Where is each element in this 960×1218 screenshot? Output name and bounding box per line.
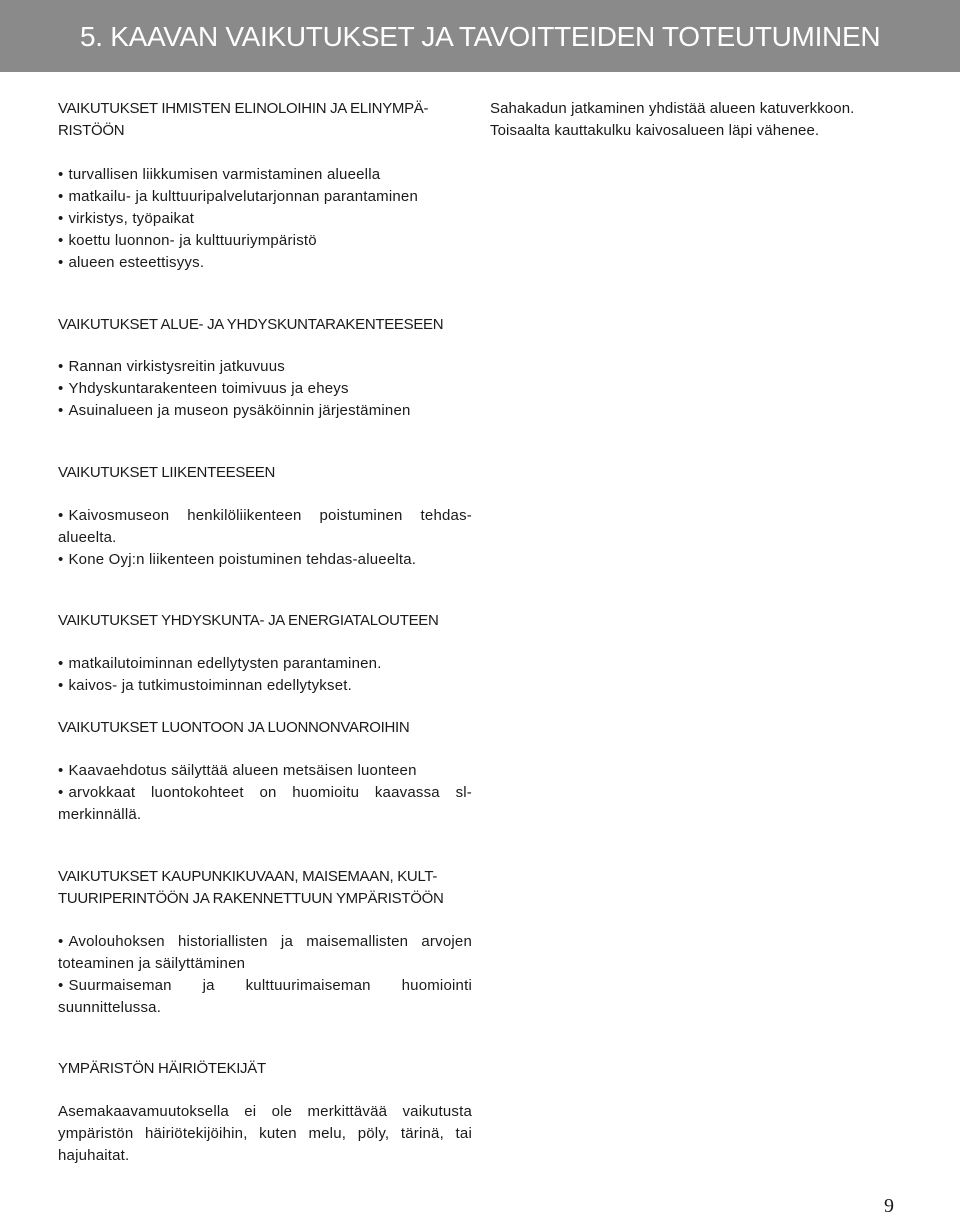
heading-landscape xyxy=(58,866,472,910)
list-item: • kaivos- ja tutkimustoiminnan edellytykset. xyxy=(58,675,472,697)
page-header-bar xyxy=(0,0,960,72)
list-item: • matkailu- ja kulttuuripalvelutarjonnan parantaminen xyxy=(58,186,472,208)
list-landscape xyxy=(58,931,472,1019)
chapter-title: 5. KAAVAN VAIKUTUKSET JA TAVOITTEIDEN TOTEUTUMINEN xyxy=(80,21,881,52)
list-urban-structure xyxy=(58,356,472,422)
list-item: • koettu luonnon- ja kulttuuriympäristö xyxy=(58,230,472,252)
heading-line: RISTÖÖN xyxy=(58,122,125,139)
heading-line: VAIKUTUKSET KAUPUNKIKUVAAN, MAISEMAAN, KULT- xyxy=(58,868,438,885)
list-item: • virkistys, työpaikat xyxy=(58,208,472,230)
right-text-line: Sahakadun jatkaminen yhdistää alueen katuverkkoon. xyxy=(490,100,855,117)
list-item: • Avolouhoksen historiallisten ja maisemallisten arvojen toteaminen ja säilyttäminen xyxy=(58,931,472,975)
list-item: • matkailutoiminnan edellytysten parantaminen. xyxy=(58,653,472,675)
list-economy xyxy=(58,653,472,697)
right-text-line: Toisaalta kauttakulku kaivosalueen läpi vähenee. xyxy=(490,122,820,139)
list-living-environment xyxy=(58,164,472,274)
list-item: • alueen esteettisyys. xyxy=(58,252,472,274)
list-item: • Kaavaehdotus säilyttää alueen metsäisen luonteen xyxy=(58,760,472,782)
right-column xyxy=(490,98,930,142)
heading-living-environment xyxy=(58,98,472,142)
heading-line: TUURIPERINTÖÖN JA RAKENNETTUUN YMPÄRISTÖÖN xyxy=(58,890,444,907)
list-item: • Yhdyskuntarakenteen toimivuus ja eheys xyxy=(58,378,472,400)
page-number: 9 xyxy=(884,1195,894,1217)
paragraph-disturbances: Asemakaavamuutoksella ei ole merkittävää vaikutusta ympäristön häiriötekijöihin, kuten melu, pöly, tärinä, tai hajuhaitat. xyxy=(58,1103,472,1164)
list-traffic xyxy=(58,505,472,571)
list-item: • Suurmaiseman ja kulttuurimaiseman huomiointi suunnittelussa. xyxy=(58,975,472,1019)
heading-disturbances: YMPÄRISTÖN HÄIRIÖTEKIJÄT xyxy=(58,1060,266,1077)
heading-line: VAIKUTUKSET IHMISTEN ELINOLOIHIN JA ELINYMPÄ- xyxy=(58,100,429,117)
list-item: • Rannan virkistysreitin jatkuvuus xyxy=(58,356,472,378)
heading-economy: VAIKUTUKSET YHDYSKUNTA- JA ENERGIATALOUTEEN xyxy=(58,612,439,629)
list-nature xyxy=(58,760,472,826)
list-item: • turvallisen liikkumisen varmistaminen alueella xyxy=(58,164,472,186)
heading-nature: VAIKUTUKSET LUONTOON JA LUONNONVAROIHIN xyxy=(58,719,410,736)
list-item: • arvokkaat luontokohteet on huomioitu kaavassa sl-merkinnällä. xyxy=(58,782,472,826)
list-item: • Kone Oyj:n liikenteen poistuminen tehdas-alueelta. xyxy=(58,549,472,571)
heading-traffic: VAIKUTUKSET LIIKENTEESEEN xyxy=(58,464,276,481)
list-item: • Asuinalueen ja museon pysäköinnin järjestäminen xyxy=(58,400,472,422)
heading-urban-structure: VAIKUTUKSET ALUE- JA YHDYSKUNTARAKENTEESEEN xyxy=(58,316,444,333)
list-item: • Kaivosmuseon henkilöliikenteen poistuminen tehdas-alueelta. xyxy=(58,505,472,549)
